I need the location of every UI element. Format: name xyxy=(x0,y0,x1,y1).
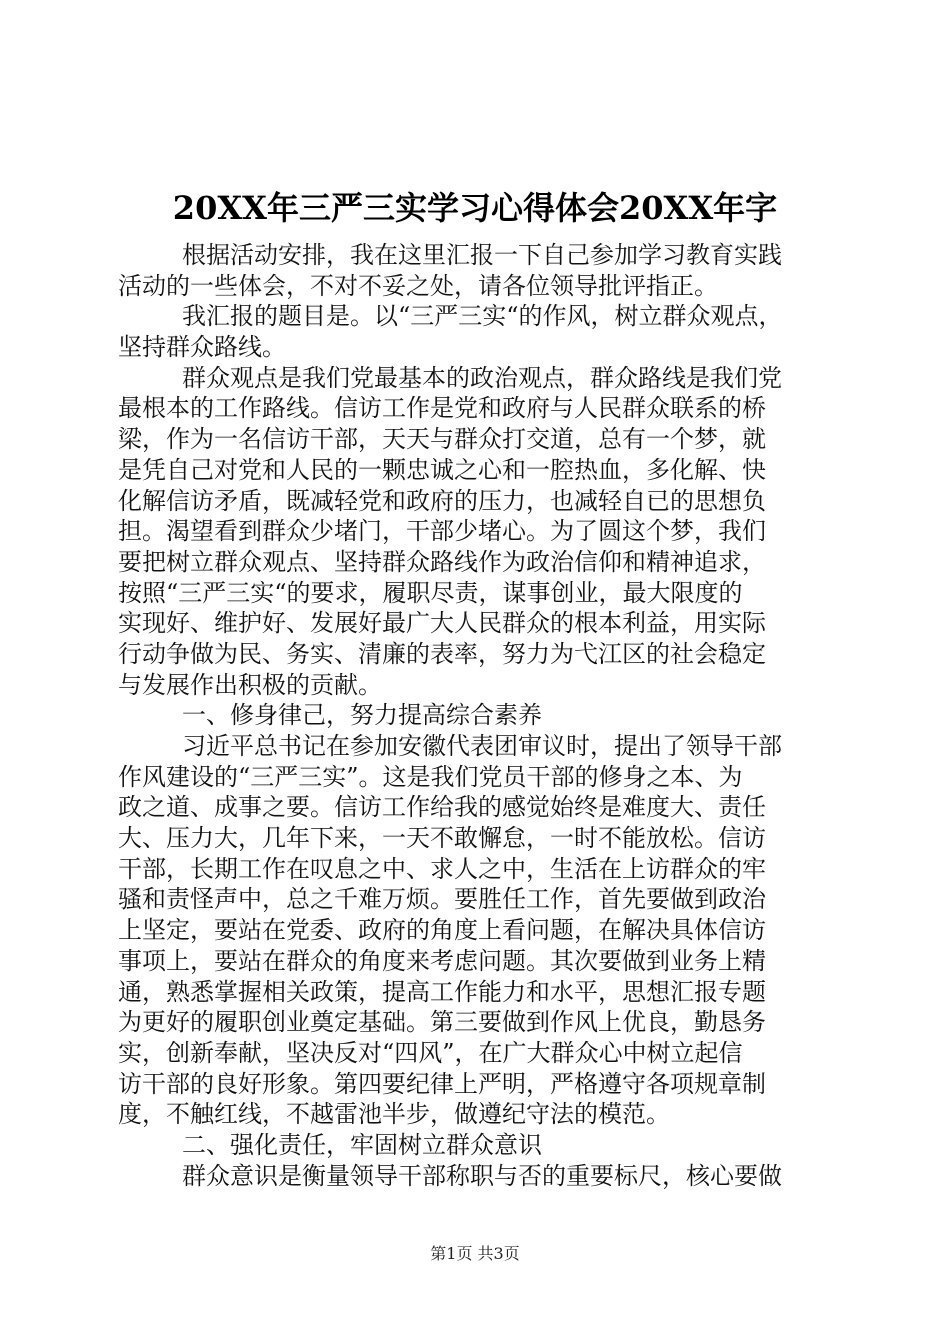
paragraph-line: 坚持群众路线。 xyxy=(118,333,286,362)
section-heading: 一、修身律己，努力提高综合素养 xyxy=(182,701,542,730)
paragraph-line: 为更好的履职创业奠定基础。第三要做到作风上优良，勤恳务 xyxy=(118,1008,766,1037)
paragraph-line: 按照“三严三实“的要求，履职尽责，谋事创业，最大限度的 xyxy=(118,578,743,607)
paragraph-line: 实，创新奉献，坚决反对“四风”，在广大群众心中树立起信 xyxy=(118,1038,743,1067)
paragraph-line: 上坚定，要站在党委、政府的角度上看问题，在解决具体信访 xyxy=(118,916,766,945)
paragraph-line: 根据活动安排，我在这里汇报一下自己参加学习教育实践 xyxy=(182,241,782,269)
paragraph-line: 活动的一些体会，不对不妥之处，请各位领导批评指正。 xyxy=(118,271,718,300)
paragraph-line: 群众意识是衡量领导干部称职与否的重要标尺，核心要做 xyxy=(182,1161,782,1190)
section-heading: 二、强化责任，牢固树立群众意识 xyxy=(182,1130,542,1159)
paragraph-line: 实现好、维护好、发展好最广大人民群众的根本利益，用实际 xyxy=(118,609,766,638)
paragraph-line: 访干部的良好形象。第四要纪律上严明，严格遵守各项规章制 xyxy=(118,1069,766,1098)
paragraph-line: 大、压力大，几年下来，一天不敢懈怠，一时不能放松。信访 xyxy=(118,824,766,853)
paragraph-line: 作风建设的“三严三实”。这是我们党员干部的修身之本、为 xyxy=(118,762,743,791)
paragraph-line: 度，不触红线，不越雷池半步，做遵纪守法的模范。 xyxy=(118,1100,670,1129)
paragraph-line: 习近平总书记在参加安徽代表团审议时，提出了领导干部 xyxy=(182,732,782,760)
document-body xyxy=(118,240,838,1191)
paragraph-line: 通，熟悉掌握相关政策，提高工作能力和水平，思想汇报专题 xyxy=(118,977,766,1006)
paragraph-line: 干部，长期工作在叹息之中、求人之中，生活在上访群众的牢 xyxy=(118,854,766,883)
paragraph-line: 政之道、成事之要。信访工作给我的感觉始终是难度大、责任 xyxy=(118,793,766,822)
paragraph-line: 梁，作为一名信访干部，天天与群众打交道，总有一个梦，就 xyxy=(118,425,766,454)
paragraph-line: 与发展作出积极的贡献。 xyxy=(118,670,382,699)
paragraph-line: 是凭自己对党和人民的一颗忠诚之心和一腔热血，多化解、快 xyxy=(118,455,766,484)
paragraph-line: 骚和责怪声中，总之千难万烦。要胜任工作，首先要做到政治 xyxy=(118,885,766,914)
paragraph-line: 群众观点是我们党最基本的政治观点，群众路线是我们党 xyxy=(182,363,782,392)
paragraph-line: 担。渴望看到群众少堵门，干部少堵心。为了圆这个梦，我们 xyxy=(118,517,766,546)
paragraph-line: 行动争做为民、务实、清廉的表率，努力为弋江区的社会稳定 xyxy=(118,639,766,668)
paragraph-line: 化解信访矛盾，既减轻党和政府的压力，也减轻自已的思想负 xyxy=(118,486,766,515)
paragraph-line: 我汇报的题目是。以“三严三实“的作风，树立群众观点， xyxy=(182,302,783,331)
paragraph-line: 最根本的工作路线。信访工作是党和政府与人民群众联系的桥 xyxy=(118,394,766,423)
paragraph-line: 事项上，要站在群众的角度来考虑问题。其次要做到业务上精 xyxy=(118,946,766,975)
page-footer: 第1页 共3页 xyxy=(430,1244,520,1263)
document-title: 20XX年三严三实学习心得体会20XX年字 xyxy=(172,189,778,227)
paragraph-line: 要把树立群众观点、坚持群众路线作为政治信仰和精神追求， xyxy=(118,547,766,576)
